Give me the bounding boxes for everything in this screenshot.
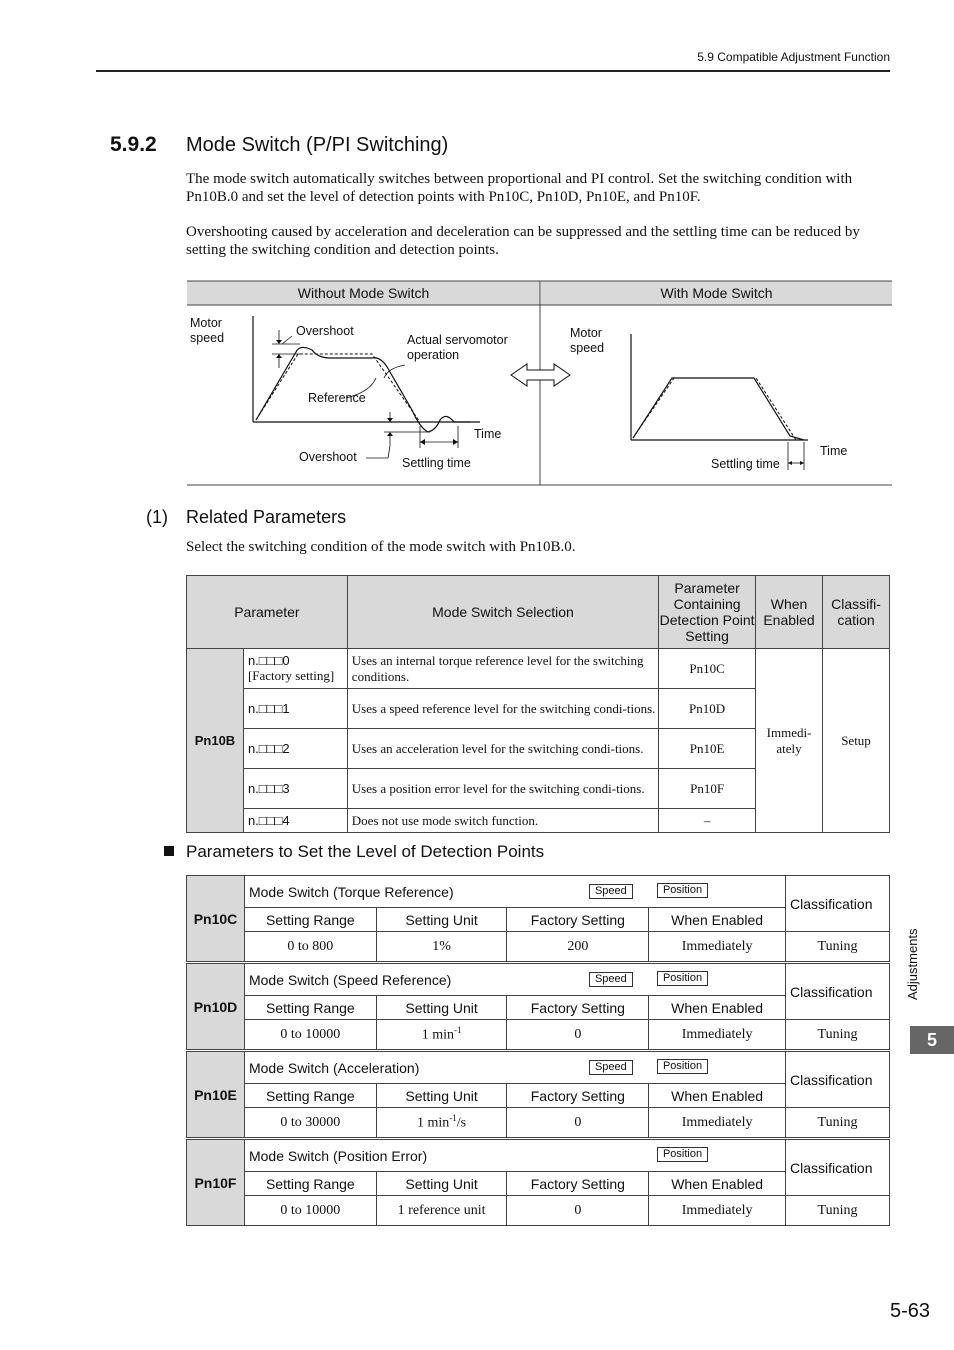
col-setting-unit: Setting Unit [376, 908, 507, 932]
setting-unit: 1 $\min^{-1}$ [376, 1020, 507, 1050]
detection-param: Pn10C [659, 649, 756, 689]
position-badge: Position [657, 971, 708, 986]
detection-param: Pn10D [659, 689, 756, 729]
col-factory-setting: Factory Setting [507, 996, 649, 1020]
section-title: Mode Switch (P/PI Switching) [186, 134, 449, 156]
col-setting-range: Setting Range [244, 1172, 376, 1196]
col-header-when: When Enabled [756, 576, 823, 649]
code-value: n.□□□0 [247, 653, 290, 668]
factory-setting: 200 [507, 932, 649, 962]
col-factory-setting: Factory Setting [507, 908, 649, 932]
param-number: Pn10E [187, 1052, 245, 1138]
left-motor-speed-label: Motor speed [190, 316, 225, 345]
classification: Setup [823, 649, 890, 833]
col-factory-setting: Factory Setting [507, 1084, 649, 1108]
table-row [187, 1196, 890, 1226]
related-intro: Select the switching condition of the mode switch with Pn10B.0. [186, 539, 576, 555]
classification-header: Classification [786, 1052, 890, 1108]
intro-paragraph-2: Overshooting caused by acceleration and deceleration can be suppressed and the settling time can be reduced by setting the switching condition and detection points. [186, 224, 860, 258]
position-badge: Position [657, 883, 708, 898]
reference-label: Reference [308, 391, 366, 405]
setting-range: 0 to 800 [244, 932, 376, 962]
related-heading-number: (1) [146, 507, 168, 527]
when-enabled: Immediately [649, 1196, 786, 1226]
left-settling-label: Settling time [402, 456, 471, 470]
col-factory-setting: Factory Setting [507, 1172, 649, 1196]
table-row [187, 1108, 890, 1138]
table-row [187, 932, 890, 962]
diagram-right-header: With Mode Switch [541, 281, 892, 305]
param-block-pn10d [186, 963, 890, 1050]
code-value: n.□□□3 [243, 769, 347, 809]
param-name: Mode Switch (Position Error) [248, 1147, 428, 1164]
detection-param: Pn10E [659, 729, 756, 769]
param-pn10b: Pn10B [187, 649, 244, 833]
side-chapter-label: Adjustments [905, 928, 920, 1000]
overshoot-bottom-label: Overshoot [299, 450, 357, 464]
factory-setting: 0 [507, 1196, 649, 1226]
param-number: Pn10D [187, 964, 245, 1050]
classification-value: Tuning [786, 932, 890, 962]
overshoot-top-label: Overshoot [296, 324, 354, 338]
diagram-graphics [0, 0, 954, 500]
col-header-class: Classifi-cation [823, 576, 890, 649]
selection-desc: Uses an internal torque reference level for the switching conditions. [347, 649, 658, 689]
param-name: Mode Switch (Torque Reference) [248, 883, 454, 900]
col-setting-range: Setting Range [244, 908, 376, 932]
setting-range: 0 to 10000 [244, 1196, 376, 1226]
when-enabled: Immediately [649, 1108, 786, 1138]
speed-badge: Speed [589, 1060, 633, 1075]
param-name: Mode Switch (Acceleration) [248, 1059, 420, 1076]
param-number: Pn10C [187, 876, 245, 962]
code-value: n.□□□1 [243, 689, 347, 729]
speed-badge: Speed [589, 884, 633, 899]
levels-heading: Parameters to Set the Level of Detection Points [186, 842, 545, 861]
col-when-enabled: When Enabled [649, 1172, 786, 1196]
classification-header: Classification [786, 1140, 890, 1196]
setting-range: 0 to 10000 [244, 1020, 376, 1050]
code-value: n.□□□4 [243, 809, 347, 833]
col-setting-unit: Setting Unit [376, 1084, 507, 1108]
mode-switch-selection-table [186, 575, 890, 833]
col-header-selection: Mode Switch Selection [347, 576, 658, 649]
detection-param: – [659, 809, 756, 833]
col-when-enabled: When Enabled [649, 996, 786, 1020]
param-name: Mode Switch (Speed Reference) [248, 971, 452, 988]
section-number: 5.9.2 [110, 133, 157, 156]
classification-value: Tuning [786, 1196, 890, 1226]
col-header-parameter: Parameter [187, 576, 348, 649]
table-row [187, 1020, 890, 1050]
param-block-pn10f [186, 1139, 890, 1226]
param-number: Pn10F [187, 1140, 245, 1226]
classification-value: Tuning [786, 1108, 890, 1138]
when-enabled: Immediately [649, 932, 786, 962]
col-setting-range: Setting Range [244, 996, 376, 1020]
selection-desc: Uses a speed reference level for the switching condi-tions. [347, 689, 658, 729]
classification-header: Classification [786, 876, 890, 932]
col-setting-range: Setting Range [244, 1084, 376, 1108]
factory-setting: 0 [507, 1020, 649, 1050]
col-setting-unit: Setting Unit [376, 996, 507, 1020]
factory-setting: 0 [507, 1108, 649, 1138]
right-settling-label: Settling time [711, 457, 780, 471]
position-badge: Position [657, 1059, 708, 1074]
bullet-square [164, 846, 174, 856]
col-when-enabled: When Enabled [649, 1084, 786, 1108]
related-heading: Related Parameters [186, 507, 347, 527]
intro-paragraph-1: The mode switch automatically switches between proportional and PI control. Set the switching condition with Pn10B.0 and set the level of detection points with Pn10C, Pn10D, Pn10E, and Pn10F. [186, 171, 853, 205]
col-header-containing: Parameter Containing Detection Point Setting [659, 576, 756, 649]
setting-unit: 1 $\min^{-1}/s$ [376, 1108, 507, 1138]
left-time-label: Time [474, 427, 502, 441]
diagram-left-header: Without Mode Switch [187, 281, 540, 305]
param-block-pn10e [186, 1051, 890, 1138]
selection-desc: Does not use mode switch function. [347, 809, 658, 833]
code-value: n.□□□2 [243, 729, 347, 769]
col-when-enabled: When Enabled [649, 908, 786, 932]
classification-value: Tuning [786, 1020, 890, 1050]
selection-desc: Uses a position error level for the switching condi-tions. [347, 769, 658, 809]
classification-header: Classification [786, 964, 890, 1020]
position-badge: Position [657, 1147, 708, 1162]
running-header: 5.9 Compatible Adjustment Function [697, 50, 890, 64]
col-setting-unit: Setting Unit [376, 1172, 507, 1196]
actual-operation-label: Actual servomotor operation [407, 333, 508, 362]
detection-param: Pn10F [659, 769, 756, 809]
selection-desc: Uses an acceleration level for the switching condi-tions. [347, 729, 658, 769]
setting-unit: 1% [376, 932, 507, 962]
setting-range: 0 to 30000 [244, 1108, 376, 1138]
when-enabled: Immediately [649, 1020, 786, 1050]
factory-setting-note: [Factory setting] [247, 668, 335, 683]
right-time-label: Time [820, 444, 848, 458]
page-number: 5-63 [889, 1300, 930, 1322]
param-block-pn10c [186, 875, 890, 962]
right-motor-speed-label: Motor speed [570, 326, 605, 355]
speed-badge: Speed [589, 972, 633, 987]
setting-unit: 1 reference unit [376, 1196, 507, 1226]
when-enabled: Immedi-ately [756, 649, 823, 833]
chapter-tab[interactable]: 5 [910, 1026, 954, 1054]
table-row [187, 649, 890, 689]
